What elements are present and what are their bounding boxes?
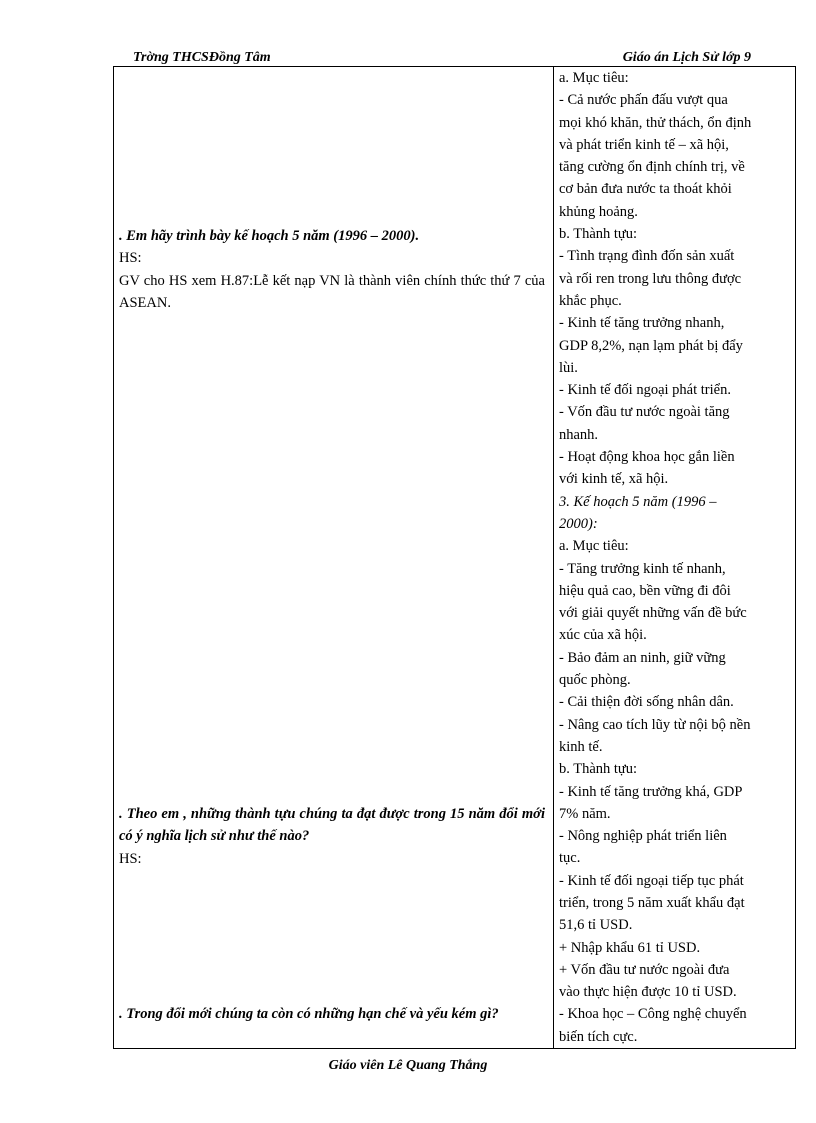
content-line: kinh tế. (559, 738, 603, 755)
content-column (554, 67, 796, 1049)
content-line: 3. Kế hoạch 5 năm (1996 – (559, 493, 717, 510)
hs-label-2: HS: (119, 850, 142, 867)
lesson-table (113, 66, 796, 1049)
content-line: 2000): (559, 515, 598, 532)
content-line: nhanh. (559, 426, 599, 443)
teacher-student-column (114, 67, 554, 1049)
content-line: với giải quyết những vấn đề bức (559, 605, 747, 622)
content-line: xúc của xã hội. (559, 627, 647, 644)
content-line: - Khoa học – Công nghệ chuyển (559, 1006, 747, 1023)
question-3: . Trong đổi mới chúng ta còn có những hạn chế và yếu kém gì? (119, 1006, 499, 1022)
content-line: GDP 8,2%, nạn lạm phát bị đẩy (559, 337, 743, 354)
content-line: - Kinh tế tăng trưởng nhanh, (559, 315, 725, 332)
content-line: - Kinh tế đối ngoại tiếp tục phát (559, 872, 744, 889)
content-line: + Nhập khẩu 61 tỉ USD. (559, 939, 701, 956)
header-school: Trờng THCSĐồng Tâm (133, 50, 271, 65)
content-line: khắc phục. (559, 292, 622, 309)
content-line: - Nông nghiệp phát triển liên (559, 828, 727, 845)
content-line: tục. (559, 850, 581, 867)
content-line: - Tăng trưởng kinh tế nhanh, (559, 560, 726, 577)
content-line: a. Mục tiêu: (559, 538, 629, 555)
content-line: 51,6 tỉ USD. (559, 917, 633, 934)
content-line: - Kinh tế đối ngoại phát triển. (559, 382, 731, 399)
question-1: . Em hãy trình bày kế hoạch 5 năm (1996 – 2000). (119, 228, 420, 244)
content-lines (554, 67, 795, 1048)
content-line: quốc phòng. (559, 672, 631, 689)
hs-label-1: HS: (119, 250, 142, 267)
content-line: - Kinh tế tăng trưởng khá, GDP (559, 783, 743, 800)
content-line: vào thực hiện được 10 tỉ USD. (559, 984, 737, 1001)
content-line: và phát triển kinh tế – xã hội, (559, 136, 729, 153)
content-line: tăng cường ổn định chính trị, về (559, 159, 745, 176)
content-line: hiệu quả cao, bền vững đi đôi (559, 582, 731, 599)
content-line: biến tích cực. (559, 1028, 638, 1045)
gv-instruction: GV cho HS xem H.87:Lễ kết nạp VN là thành viên chính thức thứ 7 của ASEAN. (119, 272, 545, 311)
question-block-2 (119, 803, 545, 870)
content-line: - Tình trạng đình đốn sản xuất (559, 248, 735, 265)
content-line: lùi. (559, 359, 578, 376)
footer-teacher: Giáo viên Lê Quang Thắng (328, 1058, 488, 1073)
content-line: cơ bản đưa nước ta thoát khỏi (559, 181, 732, 198)
content-line: - Bảo đảm an ninh, giữ vững (559, 649, 726, 666)
content-line: triển, trong 5 năm xuất khẩu đạt (559, 894, 745, 911)
content-line: a. Mục tiêu: (559, 70, 629, 86)
content-line: và rối ren trong lưu thông được (559, 270, 742, 287)
question-block-1 (119, 225, 545, 314)
content-line: khủng hoảng. (559, 203, 638, 220)
content-line: - Cả nước phấn đấu vượt qua (559, 92, 728, 109)
content-line: + Vốn đầu tư nước ngoài đưa (559, 961, 730, 978)
question-block-3 (119, 1003, 545, 1025)
content-line: - Nâng cao tích lũy từ nội bộ nền (559, 716, 751, 733)
content-line: 7% năm. (559, 805, 611, 822)
content-line: - Hoạt động khoa học gắn liền (559, 449, 735, 466)
content-line: mọi khó khăn, thử thách, ổn định (559, 114, 752, 131)
content-line: - Cải thiện đời sống nhân dân. (559, 694, 734, 711)
question-2: . Theo em , những thành tựu chúng ta đạt được trong 15 năm đổi mới có ý nghĩa lịch sử như thế nào? (119, 806, 545, 845)
content-line: b. Thành tựu: (559, 761, 638, 778)
content-line: - Vốn đầu tư nước ngoài tăng (559, 404, 730, 421)
content-line: với kinh tế, xã hội. (559, 471, 669, 488)
content-line: b. Thành tựu: (559, 226, 638, 243)
header-subject: Giáo án Lịch Sử lớp 9 (622, 50, 751, 65)
